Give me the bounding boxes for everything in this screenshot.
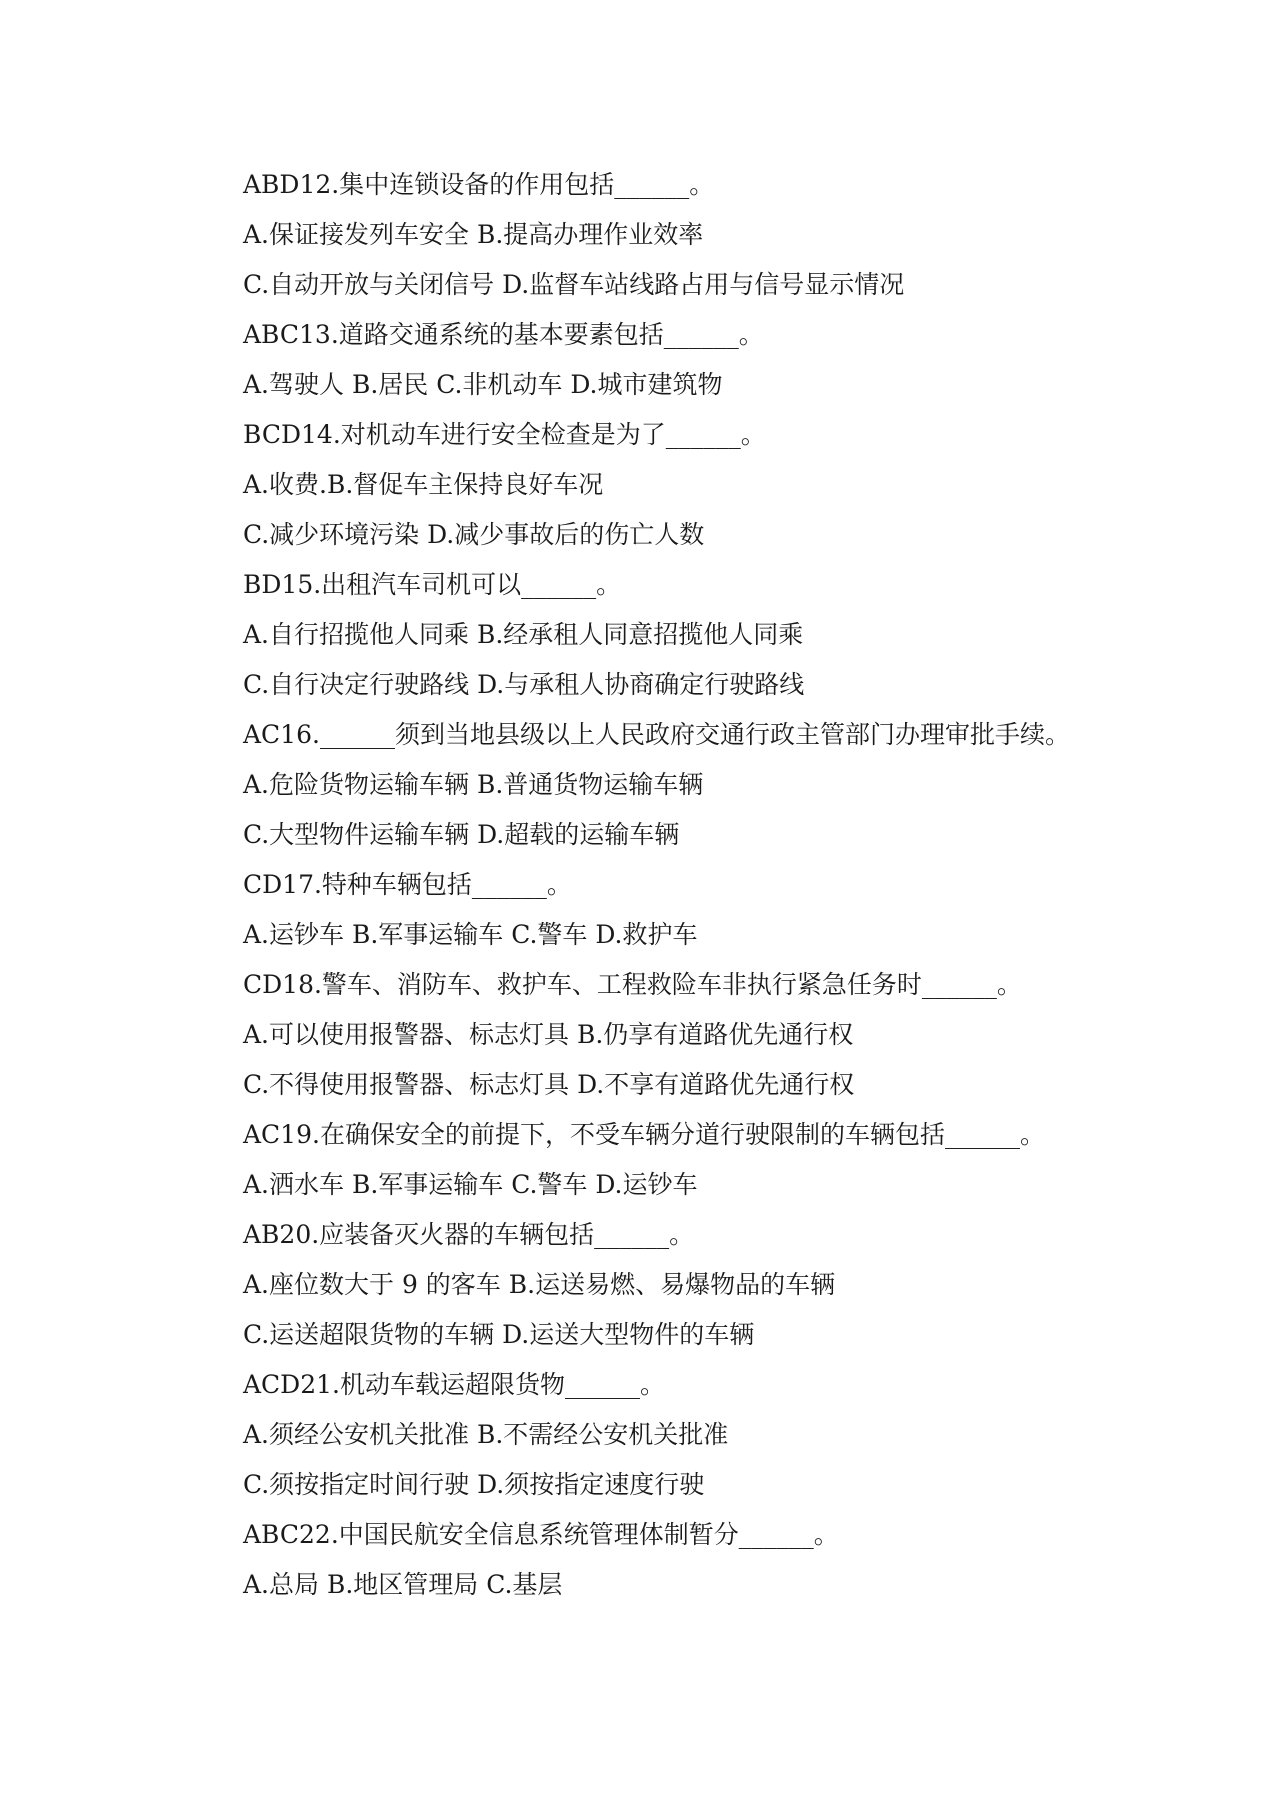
- options-15-cd: C.自行决定行驶路线 D.与承租人协商确定行驶路线: [243, 670, 805, 699]
- options-20-cd: C.运送超限货物的车辆 D.运送大型物件的车辆: [243, 1320, 755, 1349]
- question-22: ABC22.中国民航安全信息系统管理体制暂分______。: [243, 1520, 839, 1549]
- options-12-cd: C.自动开放与关闭信号 D.监督车站线路占用与信号显示情况: [243, 270, 905, 299]
- options-21-ab: A.须经公安机关批准 B.不需经公安机关批准: [243, 1420, 729, 1449]
- options-12-ab: A.保证接发列车安全 B.提高办理作业效率: [243, 220, 704, 249]
- options-18-cd: C.不得使用报警器、标志灯具 D.不享有道路优先通行权: [243, 1070, 855, 1099]
- question-14: BCD14.对机动车进行安全检查是为了______。: [243, 420, 766, 449]
- options-13: A.驾驶人 B.居民 C.非机动车 D.城市建筑物: [243, 370, 723, 399]
- question-13: ABC13.道路交通系统的基本要素包括______。: [243, 320, 764, 349]
- options-15-ab: A.自行招揽他人同乘 B.经承租人同意招揽他人同乘: [243, 620, 804, 649]
- question-12: ABD12.集中连锁设备的作用包括______。: [243, 170, 715, 199]
- question-list: [243, 160, 1243, 1610]
- question-21: ACD21.机动车载运超限货物______。: [243, 1370, 665, 1399]
- options-17: A.运钞车 B.军事运输车 C.警车 D.救护车: [243, 920, 698, 949]
- options-20-ab: A.座位数大于 9 的客车 B.运送易燃、易爆物品的车辆: [243, 1270, 836, 1299]
- options-14-ab: A.收费.B.督促车主保持良好车况: [243, 470, 604, 499]
- options-16-ab: A.危险货物运输车辆 B.普通货物运输车辆: [243, 770, 704, 799]
- options-16-cd: C.大型物件运输车辆 D.超载的运输车辆: [243, 820, 680, 849]
- question-19: AC19.在确保安全的前提下，不受车辆分道行驶限制的车辆包括______。: [243, 1120, 1045, 1149]
- options-21-cd: C.须按指定时间行驶 D.须按指定速度行驶: [243, 1470, 705, 1499]
- options-14-cd: C.减少环境污染 D.减少事故后的伤亡人数: [243, 520, 705, 549]
- question-18: CD18.警车、消防车、救护车、工程救险车非执行紧急任务时______。: [243, 970, 1022, 999]
- question-17: CD17.特种车辆包括______。: [243, 870, 572, 899]
- question-20: AB20.应装备灭火器的车辆包括______。: [243, 1220, 695, 1249]
- question-15: BD15.出租汽车司机可以______。: [243, 570, 622, 599]
- question-16: AC16.______须到当地县级以上人民政府交通行政主管部门办理审批手续。: [243, 720, 1070, 749]
- options-18-ab: A.可以使用报警器、标志灯具 B.仍享有道路优先通行权: [243, 1020, 854, 1049]
- options-22: A.总局 B.地区管理局 C.基层: [243, 1570, 563, 1599]
- options-19: A.洒水车 B.军事运输车 C.警车 D.运钞车: [243, 1170, 698, 1199]
